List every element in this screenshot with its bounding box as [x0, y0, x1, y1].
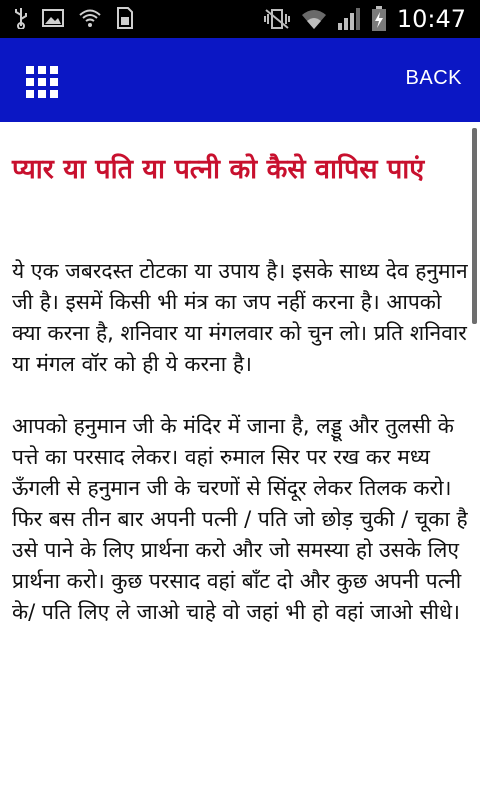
article-body: [12, 256, 470, 659]
sim-icon: [116, 7, 134, 29]
article-paragraph: ये एक जबरदस्त टोटका या उपाय है। इसके साध्य देव हनुमान जी है। इसमें किसी भी मंत्र का जप नहीं करना है। आपको क्या करना है, शनिवार या मंगलवार को चुन लो। प्रति शनिवार या मंगल वॉर को ही ये करना है।: [12, 259, 468, 376]
usb-icon: [14, 7, 28, 29]
app-bar: [0, 38, 480, 122]
wifi-icon: [78, 8, 102, 28]
article-title: प्यार या पति या पत्नी को कैसे वापिस पाएं: [12, 154, 425, 185]
battery-charging-icon: [371, 6, 387, 32]
article-paragraph: आपको हनुमान जी के मंदिर में जाना है, लड्डू और तुलसी के पत्ते का परसाद लेकर। वहां रुमाल सिर पर रख कर मध्य ऊँगली से हनुमान जी के चरणों से सिंदूर लेकर तिलक करो। फिर बस तीन बार अपनी पत्नी / पति जो छोड़ चुकी / चूका है उसे पाने के लिए प्रार्थना करो और जो समस्या हो उसके लिए प्रार्थना करो। कुछ परसाद वहां बाँट दो और कुछ अपनी पत्नी के/ पति लिए ले जाओ चाहे वो जहां भी हो वहां जाओ सीधे।: [12, 414, 468, 624]
vibrate-icon: [263, 8, 291, 30]
status-bar: [0, 0, 480, 38]
clock: 10:47: [396, 5, 466, 33]
grid-menu-icon[interactable]: [26, 66, 58, 98]
system-status-icons: [263, 4, 466, 34]
scrollbar[interactable]: [472, 128, 477, 324]
notification-icons: [14, 7, 134, 29]
back-button[interactable]: BACK: [405, 67, 462, 89]
image-icon: [42, 8, 64, 28]
cell-signal-icon: [337, 7, 361, 31]
wifi-signal-icon: [301, 7, 327, 31]
article-content[interactable]: [0, 122, 480, 800]
